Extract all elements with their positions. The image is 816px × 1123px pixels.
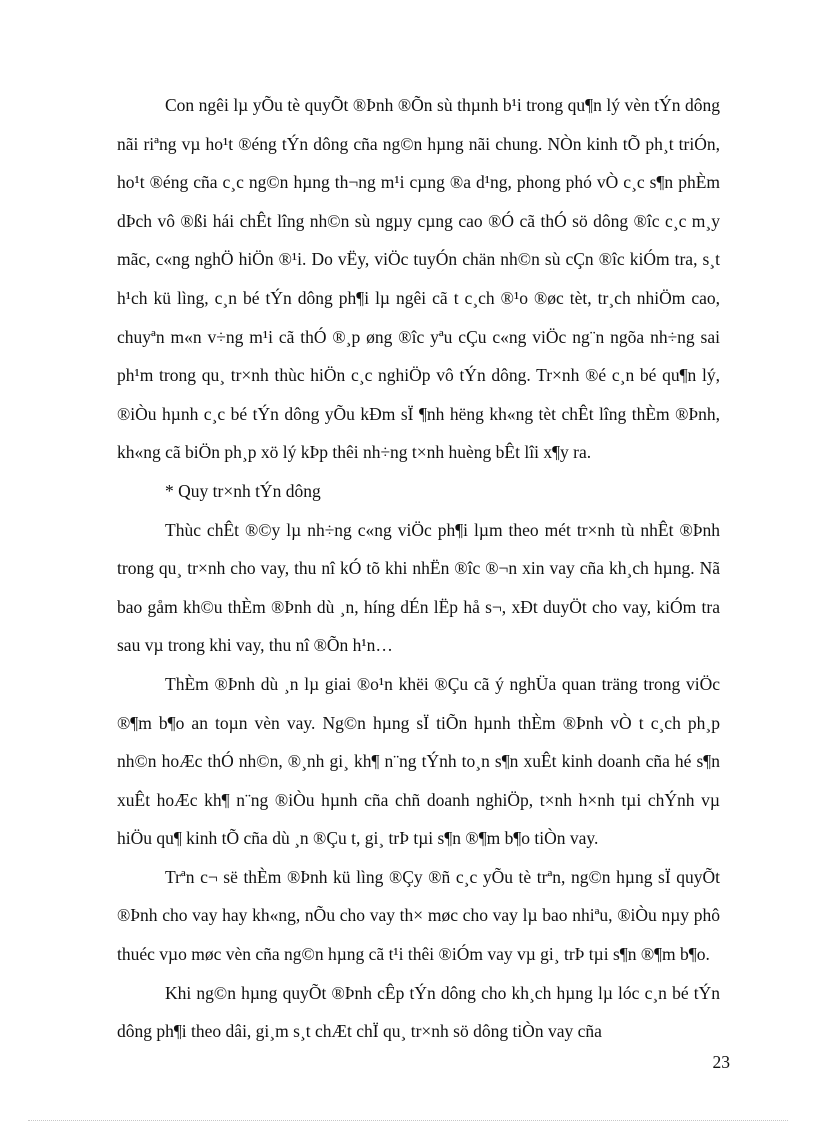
section-heading-credit-process: * Quy tr×nh tÝn dông [165,480,321,501]
page-bottom-divider [28,1120,788,1121]
paragraph-lending-decision: Trªn c¬ së thÈm ®Þnh kü lìng ®Çy ®ñ c¸c yÕu tè trªn, ng©n hµng sÏ quyÕt ®Þnh cho vay hay kh«ng, nÕu cho vay th× møc cho vay lµ bao nhiªu, ®iÒu nµy phô thuéc vµo møc vèn cña ng©n hµng cã t¹i thêi ®iÓm vay vµ gi¸ trÞ tµi s¶n ®¶m b¶o. [117,866,720,965]
page-number: 23 [712,1052,730,1072]
body-text [117,86,720,1051]
paragraph-monitoring: Khi ng©n hµng quyÕt ®Þnh cÊp tÝn dông cho kh¸ch hµng lµ lóc c¸n bé tÝn dông ph¶i theo dâi, gi¸m s¸t chÆt chÏ qu¸ tr×nh sö dông tiÒn vay cña [117,982,720,1042]
paragraph-process-definition: Thùc chÊt ®©y lµ nh÷ng c«ng viÖc ph¶i lµm theo mét tr×nh tù nhÊt ®Þnh trong qu¸ tr×nh cho vay, thu nî kÓ tõ khi nhËn ®îc ®¬n xin vay cña kh¸ch hµng. Nã bao gåm kh©u thÈm ®Þnh dù ¸n, híng dÉn lËp hå s¬, xÐt duyÖt cho vay, kiÓm tra sau vµ trong khi vay, thu nî ®Õn h¹n… [117,519,720,656]
paragraph-human-factor: Con ngêi lµ yÕu tè quyÕt ®Þnh ®Õn sù thµnh b¹i trong qu¶n lý vèn tÝn dông nãi riªng vµ ho¹t ®éng tÝn dông cña ng©n hµng nãi chung. NÒn kinh tÕ ph¸t triÓn, ho¹t ®éng cña c¸c ng©n hµng th¬ng m¹i cµng ®a d¹ng, phong phó vÒ c¸c s¶n phÈm dÞch vô ®ßi hái chÊt lîng nh©n sù ngµy cµng cao ®Ó cã thÓ sö dông ®îc c¸c m¸y mãc, c«ng nghÖ hiÖn ®¹i. Do vËy, viÖc tuyÓn chän nh©n sù cÇn ®îc kiÓm tra, s¸t h¹ch kü lìng, c¸n bé tÝn dông ph¶i lµ ngêi cã t c¸ch ®¹o ®øc tèt, tr¸ch nhiÖm cao, chuyªn m«n v÷ng m¹i cã thÓ ®¸p øng ®îc yªu cÇu c«ng viÖc ng¨n ngõa nh÷ng sai ph¹m trong qu¸ tr×nh thùc hiÖn c¸c nghiÖp vô tÝn dông. Tr×nh ®é c¸n bé qu¶n lý, ®iÒu hµnh c¸c bé tÝn dông yÕu kÐm sÏ ¶nh hëng kh«ng tèt chÊt lîng thÈm ®Þnh, kh«ng cã biÖn ph¸p xö lý kÞp thêi nh÷ng t×nh huèng bÊt lîi x¶y ra. [117,95,720,463]
paragraph-project-appraisal: ThÈm ®Þnh dù ¸n lµ giai ®o¹n khëi ®Çu cã ý nghÜa quan träng trong viÖc ®¶m b¶o an toµn vèn vay. Ng©n hµng sÏ tiÕn hµnh thÈm ®Þnh vÒ t c¸ch ph¸p nh©n hoÆc thÓ nh©n, ®¸nh gi¸ kh¶ n¨ng tÝnh to¸n s¶n xuÊt kinh doanh cña hé s¶n xuÊt hoÆc kh¶ n¨ng ®iÒu hµnh cña chñ doanh nghiÖp, t×nh h×nh tµi chÝnh vµ hiÖu qu¶ kinh tÕ cña dù ¸n ®Çu t, gi¸ trÞ tµi s¶n ®¶m b¶o tiÒn vay. [117,673,720,849]
